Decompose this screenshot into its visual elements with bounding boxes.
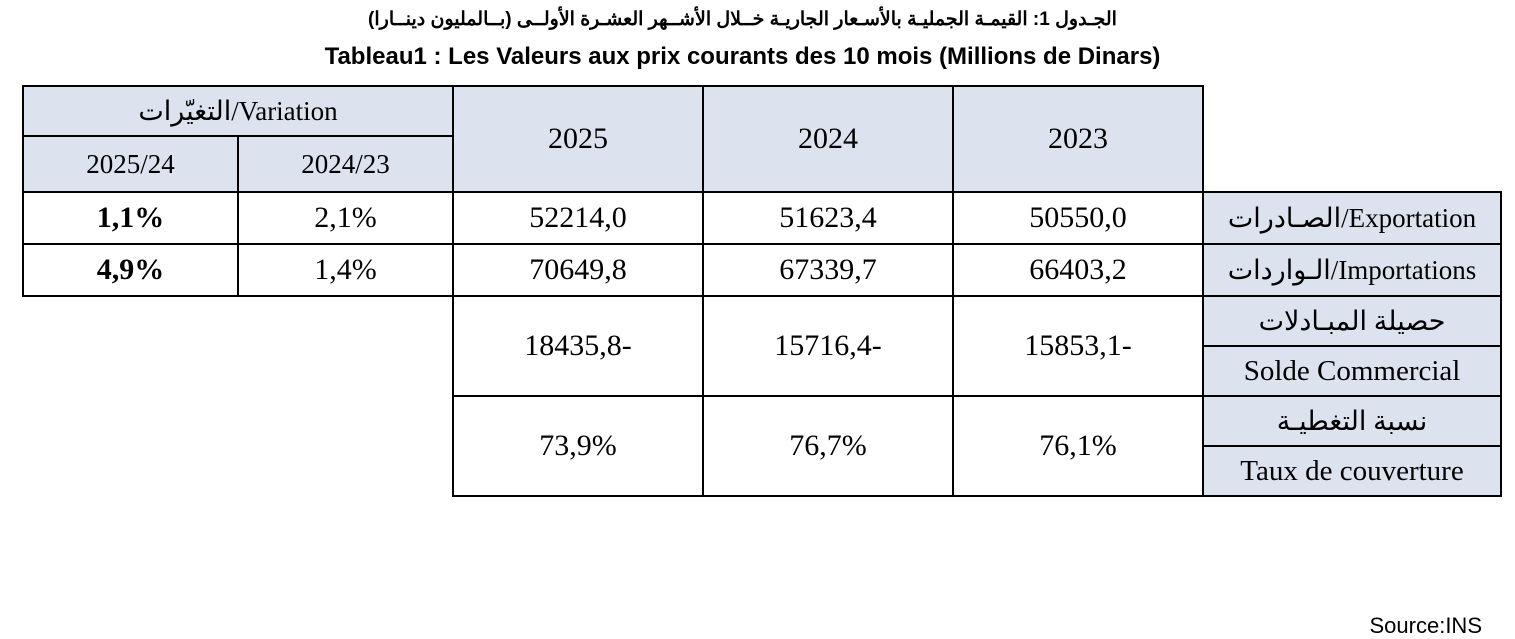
table-row (23, 244, 1501, 296)
variation-group-header: Variation/التغيّرات (23, 86, 453, 136)
exportation-var-2025-24: 1,1% (23, 192, 238, 244)
importations-2025: 70649,8 (453, 244, 703, 296)
values-table (22, 85, 1502, 497)
importations-2024: 67339,7 (703, 244, 953, 296)
row-label-taux-arabic: نسبة التغطيـة (1203, 396, 1501, 446)
header-year-2023: 2023 (953, 86, 1203, 192)
header-year-2024: 2024 (703, 86, 953, 192)
document-titles (0, 0, 1515, 71)
taux-var-2024-23-empty (238, 396, 453, 496)
header-var-2025-24: 2025/24 (23, 136, 238, 192)
row-label-importations: Importations/الـواردات (1203, 244, 1501, 296)
title-french: Tableau1 : Les Valeurs aux prix courants des 10 mois (Millions de Dinars) (324, 43, 1161, 70)
importations-var-2024-23: 1,4% (238, 244, 453, 296)
row-label-solde-french: Solde Commercial (1203, 346, 1501, 396)
table-header-row-1 (23, 86, 1501, 136)
header-label-spacer (1203, 86, 1501, 192)
exportation-2024: 51623,4 (703, 192, 953, 244)
taux-2024: 76,7% (703, 396, 953, 496)
source-note: Source:INS (1369, 613, 1482, 638)
table-row (23, 396, 1501, 446)
taux-var-2025-24-empty (23, 396, 238, 496)
row-label-exportation: Exportation/الصـادرات (1203, 192, 1501, 244)
title-arabic: الجـدول 1: القيمـة الجمليـة بالأسـعار الجاريـة خــلال الأشــهر العشـرة الأولــى (بــالمليون دينــارا) (368, 9, 1117, 30)
exportation-2023: 50550,0 (953, 192, 1203, 244)
importations-2023: 66403,2 (953, 244, 1203, 296)
importations-var-2025-24: 4,9% (23, 244, 238, 296)
row-label-solde-arabic: حصيلة المبـادلات (1203, 296, 1501, 346)
exportation-2025: 52214,0 (453, 192, 703, 244)
solde-var-2024-23-empty (238, 296, 453, 396)
solde-2025: 18435,8- (453, 296, 703, 396)
solde-2024: 15716,4- (703, 296, 953, 396)
table-row (23, 192, 1501, 244)
header-year-2025: 2025 (453, 86, 703, 192)
table-row (23, 296, 1501, 346)
solde-2023: 15853,1- (953, 296, 1203, 396)
row-label-taux-french: Taux de couverture (1203, 446, 1501, 496)
taux-2023: 76,1% (953, 396, 1203, 496)
taux-2025: 73,9% (453, 396, 703, 496)
solde-var-2025-24-empty (23, 296, 238, 396)
table-container (22, 85, 1500, 638)
header-var-2024-23: 2024/23 (238, 136, 453, 192)
exportation-var-2024-23: 2,1% (238, 192, 453, 244)
